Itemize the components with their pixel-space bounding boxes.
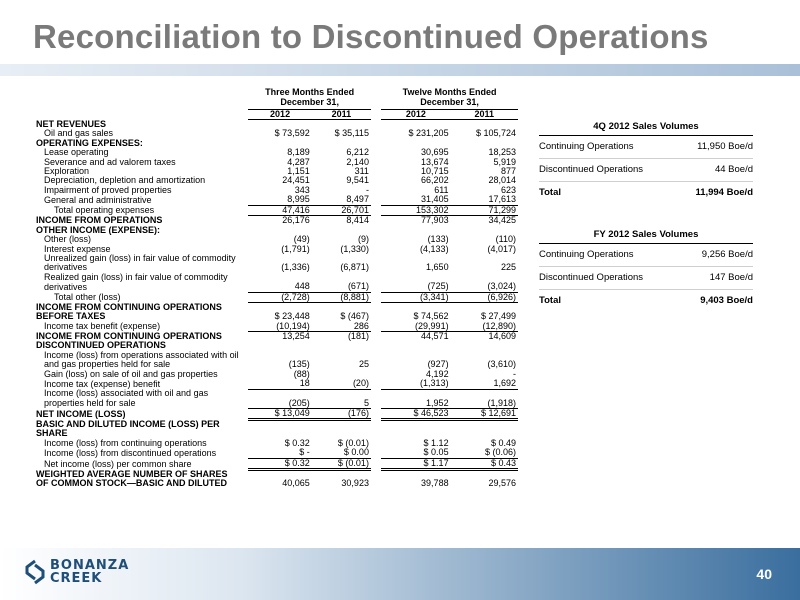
cell-value: 40,065 bbox=[282, 478, 310, 488]
page-number: 40 bbox=[756, 566, 772, 582]
column-spacer bbox=[371, 439, 381, 448]
volume-total-row bbox=[539, 182, 753, 205]
cell-value: (927) bbox=[427, 359, 449, 370]
column-spacer bbox=[371, 273, 381, 282]
cell-value: 1,151 bbox=[287, 166, 310, 176]
row-label: OTHER INCOME (EXPENSE): bbox=[36, 224, 161, 235]
cell-value: (181) bbox=[347, 330, 369, 341]
column-spacer bbox=[371, 331, 381, 341]
cell-value: 1,692 bbox=[451, 379, 518, 389]
row-label: Income tax benefit (expense) bbox=[44, 321, 161, 331]
row-label: properties held for sale bbox=[44, 398, 136, 408]
row-label: NET INCOME (LOSS) bbox=[36, 409, 126, 420]
cell-value: 13,254 bbox=[282, 330, 310, 341]
cell-value: 66,202 bbox=[421, 175, 449, 186]
row-label: derivatives bbox=[44, 262, 88, 273]
row-label: NET REVENUES bbox=[36, 118, 107, 129]
cell-value: 31,405 bbox=[381, 195, 450, 205]
cell-value: $ 73,592 bbox=[274, 128, 310, 139]
cell-value: 71,299 bbox=[451, 205, 518, 215]
cell-value: (1,791) bbox=[281, 243, 310, 254]
column-spacer bbox=[371, 322, 381, 332]
column-spacer bbox=[371, 448, 381, 458]
year-header: 2011 bbox=[312, 109, 371, 119]
cell-value: $ (0.01) bbox=[312, 458, 371, 469]
cell-value: 24,451 bbox=[282, 175, 310, 186]
cell-value: 18,253 bbox=[488, 147, 516, 158]
row-label: INCOME FROM CONTINUING OPERATIONS bbox=[36, 301, 222, 312]
row-label: Total other (loss) bbox=[54, 292, 121, 303]
cell-value: 47,416 bbox=[248, 205, 311, 215]
volume-row bbox=[539, 136, 753, 159]
cell-value: $ (0.01) bbox=[337, 437, 369, 448]
year-header: 2012 bbox=[248, 109, 311, 119]
row-label: Income tax (expense) benefit bbox=[44, 378, 161, 389]
table-row bbox=[34, 399, 518, 409]
cell-value: 28,014 bbox=[488, 175, 516, 186]
column-spacer bbox=[371, 458, 381, 469]
table-row bbox=[34, 205, 518, 215]
volume-label: Total bbox=[539, 295, 561, 306]
cell-value: $ 1.12 bbox=[423, 437, 449, 448]
row-label: Severance and ad valorem taxes bbox=[44, 156, 176, 167]
row-label: Interest expense bbox=[44, 243, 111, 254]
cell-value: 1,952 bbox=[381, 399, 450, 409]
cell-value bbox=[312, 389, 371, 398]
cell-value: 26,701 bbox=[312, 205, 371, 215]
table-row bbox=[34, 282, 518, 292]
cell-value: $ (0.06) bbox=[451, 448, 518, 458]
cell-value: 39,788 bbox=[421, 478, 449, 488]
cell-value: (3,341) bbox=[381, 292, 450, 302]
cell-value: $ 105,724 bbox=[475, 128, 516, 139]
cell-value: 29,576 bbox=[488, 478, 516, 488]
column-spacer bbox=[371, 351, 381, 360]
year-header: 2011 bbox=[451, 109, 518, 119]
column-spacer bbox=[371, 195, 381, 205]
table-row bbox=[34, 322, 518, 332]
cell-value: 623 bbox=[500, 184, 516, 195]
row-label: Exploration bbox=[44, 166, 90, 176]
cell-value: $ 1.17 bbox=[381, 458, 450, 469]
cell-value bbox=[381, 420, 450, 429]
logo-text-line1: BONANZA bbox=[50, 558, 130, 573]
cell-value: (110) bbox=[495, 234, 516, 245]
group2-header-line2: December 31, bbox=[381, 98, 518, 109]
row-label: Income (loss) from operations associated with oil bbox=[44, 349, 239, 360]
cell-value: 8,995 bbox=[248, 195, 311, 205]
cell-value: 225 bbox=[500, 262, 516, 273]
cell-value: (4,133) bbox=[420, 243, 449, 254]
row-label: Income (loss) associated with oil and gas bbox=[44, 388, 209, 399]
group1-header-line1: Three Months Ended bbox=[265, 87, 355, 97]
fy-volumes-title: FY 2012 Sales Volumes bbox=[539, 226, 753, 244]
column-spacer bbox=[371, 312, 381, 321]
column-spacer bbox=[371, 420, 381, 429]
column-spacer bbox=[371, 341, 381, 350]
cell-value: $ 0.32 bbox=[284, 437, 310, 448]
cell-value: $ 35,115 bbox=[334, 128, 369, 139]
row-label: Net income (loss) per common share bbox=[44, 459, 192, 470]
cell-value: $ 74,562 bbox=[413, 311, 449, 322]
column-spacer bbox=[371, 148, 381, 157]
column-spacer bbox=[371, 408, 381, 419]
cell-value: (10,194) bbox=[248, 322, 311, 332]
cell-value: (1,336) bbox=[281, 262, 310, 273]
column-spacer bbox=[371, 379, 381, 389]
row-label: Total operating expenses bbox=[54, 205, 155, 216]
cell-value: $ 0.00 bbox=[312, 448, 371, 458]
cell-value: 26,176 bbox=[282, 215, 310, 226]
cell-value: $ 0.32 bbox=[248, 458, 311, 469]
cell-value: 25 bbox=[358, 359, 369, 370]
volume-label: Total bbox=[539, 187, 561, 198]
row-label: Depreciation, depletion and amortization bbox=[44, 175, 206, 186]
financial-table bbox=[34, 88, 518, 488]
cell-value: 14,609 bbox=[488, 330, 516, 341]
cell-value: 13,674 bbox=[421, 156, 449, 167]
column-spacer bbox=[371, 205, 381, 215]
financial-table-body bbox=[34, 120, 518, 489]
column-spacer bbox=[371, 158, 381, 167]
cell-value: (205) bbox=[248, 399, 311, 409]
volume-value: 11,994 Boe/d bbox=[695, 187, 753, 198]
volume-value: 9,403 Boe/d bbox=[700, 295, 753, 306]
row-label: INCOME FROM CONTINUING OPERATIONS bbox=[36, 330, 222, 341]
column-spacer bbox=[371, 292, 381, 302]
cell-value: $ 0.43 bbox=[451, 458, 518, 469]
column-spacer bbox=[371, 226, 381, 235]
cell-value: 153,302 bbox=[381, 205, 450, 215]
column-spacer bbox=[371, 479, 381, 488]
volume-value: 147 Boe/d bbox=[681, 267, 753, 290]
cell-value: 44,571 bbox=[421, 330, 449, 341]
row-label: Lease operating bbox=[44, 147, 109, 158]
column-spacer bbox=[371, 263, 381, 272]
cell-value: (725) bbox=[381, 282, 450, 292]
cell-value: 286 bbox=[312, 322, 371, 332]
column-spacer bbox=[371, 303, 381, 312]
cell-value: 8,497 bbox=[312, 195, 371, 205]
cell-value: 10,715 bbox=[421, 166, 449, 176]
q4-volumes-title: 4Q 2012 Sales Volumes bbox=[539, 118, 753, 136]
cell-value: 448 bbox=[248, 282, 311, 292]
cell-value: (671) bbox=[312, 282, 371, 292]
cell-value: (6,926) bbox=[451, 292, 518, 302]
cell-value: $ (467) bbox=[340, 311, 369, 322]
cell-value: 30,695 bbox=[421, 147, 449, 158]
cell-value: 877 bbox=[500, 166, 516, 176]
row-label: INCOME FROM OPERATIONS bbox=[36, 215, 163, 226]
cell-value: (12,890) bbox=[451, 322, 518, 332]
cell-value: 611 bbox=[434, 184, 449, 195]
cell-value: - bbox=[513, 368, 516, 379]
volume-label: Continuing Operations bbox=[539, 136, 677, 159]
cell-value: (1,313) bbox=[381, 379, 450, 389]
column-spacer bbox=[371, 186, 381, 195]
table-row bbox=[34, 195, 518, 205]
cell-value: 4,287 bbox=[287, 156, 310, 167]
volume-row bbox=[539, 267, 753, 290]
group1-header-line2: December 31, bbox=[248, 98, 371, 109]
volume-total-row bbox=[539, 290, 753, 313]
q4-sales-volumes-table bbox=[539, 118, 753, 204]
cell-value: $ 46,523 bbox=[381, 408, 450, 419]
volume-value: 11,950 Boe/d bbox=[677, 136, 753, 159]
cell-value: (20) bbox=[312, 379, 371, 389]
cell-value: (133) bbox=[427, 234, 449, 245]
row-label: DISCONTINUED OPERATIONS bbox=[36, 340, 166, 351]
cell-value bbox=[381, 341, 450, 350]
cell-value: (6,871) bbox=[340, 262, 369, 273]
cell-value: (9) bbox=[357, 234, 369, 245]
cell-value: (135) bbox=[288, 359, 310, 370]
cell-value: $ 27,499 bbox=[480, 311, 516, 322]
row-label: Realized gain (loss) in fair value of commodity bbox=[44, 271, 228, 282]
cell-value: 30,923 bbox=[341, 478, 369, 488]
row-label: SHARE bbox=[36, 428, 68, 439]
volume-label: Continuing Operations bbox=[539, 244, 681, 267]
row-label: Other (loss) bbox=[44, 234, 92, 245]
cell-value: 5,919 bbox=[493, 156, 516, 167]
table-row bbox=[34, 420, 518, 429]
row-label: derivatives bbox=[44, 281, 88, 292]
cell-value: 8,414 bbox=[346, 215, 369, 226]
column-spacer bbox=[371, 254, 381, 263]
cell-value: 17,613 bbox=[451, 195, 518, 205]
cell-value: (88) bbox=[293, 368, 310, 379]
cell-value: (1,330) bbox=[340, 243, 369, 254]
cell-value: (3,024) bbox=[451, 282, 518, 292]
cell-value: (49) bbox=[293, 234, 310, 245]
row-label: BASIC AND DILUTED INCOME (LOSS) PER bbox=[36, 418, 220, 429]
cell-value bbox=[312, 341, 371, 350]
logo-text-line2: CREEK bbox=[50, 571, 103, 586]
row-label: OF COMMON STOCK—BASIC AND DILUTED bbox=[36, 478, 227, 488]
row-label: BEFORE TAXES bbox=[36, 311, 106, 322]
row-label: Impairment of proved properties bbox=[44, 184, 172, 195]
cell-value: $ 0.05 bbox=[381, 448, 450, 458]
column-spacer bbox=[371, 429, 381, 438]
volume-row bbox=[539, 159, 753, 182]
table-row bbox=[34, 458, 518, 469]
column-spacer bbox=[371, 282, 381, 292]
cell-value bbox=[248, 341, 311, 350]
table-row bbox=[34, 448, 518, 458]
column-spacer bbox=[371, 370, 381, 379]
row-label: Oil and gas sales bbox=[44, 128, 114, 139]
cell-value: $ 23,448 bbox=[274, 311, 310, 322]
column-spacer bbox=[371, 139, 381, 148]
volume-value: 44 Boe/d bbox=[677, 159, 753, 182]
row-label: Gain (loss) on sale of oil and gas properties bbox=[44, 368, 218, 379]
page-title: Reconciliation to Discontinued Operations bbox=[33, 18, 709, 55]
cell-value: $ 231,205 bbox=[408, 128, 449, 139]
row-label: WEIGHTED AVERAGE NUMBER OF SHARES bbox=[36, 468, 228, 479]
cell-value: 9,541 bbox=[346, 175, 369, 186]
row-label: Income (loss) from discontinued operations bbox=[44, 447, 217, 458]
cell-value: 34,425 bbox=[488, 215, 516, 226]
row-label: Unrealized gain (loss) in fair value of commodity bbox=[44, 252, 236, 263]
cell-value: - bbox=[365, 184, 369, 195]
fy-sales-volumes-table bbox=[539, 226, 753, 312]
cell-value: $ 13,049 bbox=[248, 408, 311, 419]
cell-value: 1,650 bbox=[426, 262, 449, 273]
column-spacer bbox=[371, 389, 381, 398]
bonanza-creek-logo bbox=[24, 559, 129, 585]
cell-value: 4,192 bbox=[426, 368, 449, 379]
cell-value: 343 bbox=[294, 184, 310, 195]
cell-value: $ 12,691 bbox=[451, 408, 518, 419]
cell-value: (29,991) bbox=[381, 322, 450, 332]
cell-value: 77,903 bbox=[421, 215, 449, 226]
cell-value: (1,918) bbox=[451, 399, 518, 409]
cell-value: 18 bbox=[248, 379, 311, 389]
table-row bbox=[34, 479, 518, 488]
column-spacer bbox=[371, 216, 381, 226]
cell-value bbox=[451, 420, 518, 429]
logo-mark-icon bbox=[24, 559, 46, 585]
cell-value: 6,212 bbox=[346, 147, 369, 158]
row-label: General and administrative bbox=[44, 194, 152, 205]
cell-value: 5 bbox=[312, 399, 371, 409]
column-spacer bbox=[371, 470, 381, 479]
cell-value bbox=[312, 420, 371, 429]
column-spacer bbox=[371, 176, 381, 185]
cell-value: 311 bbox=[354, 166, 369, 176]
row-label: Income (loss) from continuing operations bbox=[44, 437, 207, 448]
row-label: and gas properties held for sale bbox=[44, 359, 171, 370]
cell-value: 2,140 bbox=[346, 156, 369, 167]
volume-label: Discontinued Operations bbox=[539, 267, 681, 290]
title-divider-band bbox=[0, 64, 800, 76]
column-spacer bbox=[371, 245, 381, 254]
cell-value: $ 0.49 bbox=[490, 437, 516, 448]
volume-label: Discontinued Operations bbox=[539, 159, 677, 182]
cell-value: 8,189 bbox=[287, 147, 310, 158]
cell-value bbox=[248, 420, 311, 429]
column-spacer bbox=[371, 399, 381, 409]
cell-value: $ - bbox=[248, 448, 311, 458]
year-header: 2012 bbox=[381, 109, 450, 119]
column-spacer bbox=[371, 167, 381, 176]
column-spacer bbox=[371, 360, 381, 369]
column-spacer bbox=[371, 120, 381, 129]
cell-value: (4,017) bbox=[487, 243, 516, 254]
cell-value: (2,728) bbox=[248, 292, 311, 302]
row-label: OPERATING EXPENSES: bbox=[36, 137, 143, 148]
cell-value bbox=[451, 341, 518, 350]
column-spacer bbox=[371, 129, 381, 138]
cell-value: (8,881) bbox=[312, 292, 371, 302]
group2-header-line1: Twelve Months Ended bbox=[402, 87, 497, 97]
column-spacer bbox=[371, 235, 381, 244]
volume-value: 9,256 Boe/d bbox=[681, 244, 753, 267]
volume-row bbox=[539, 244, 753, 267]
cell-value: (176) bbox=[312, 408, 371, 419]
cell-value: (3,610) bbox=[487, 359, 516, 370]
